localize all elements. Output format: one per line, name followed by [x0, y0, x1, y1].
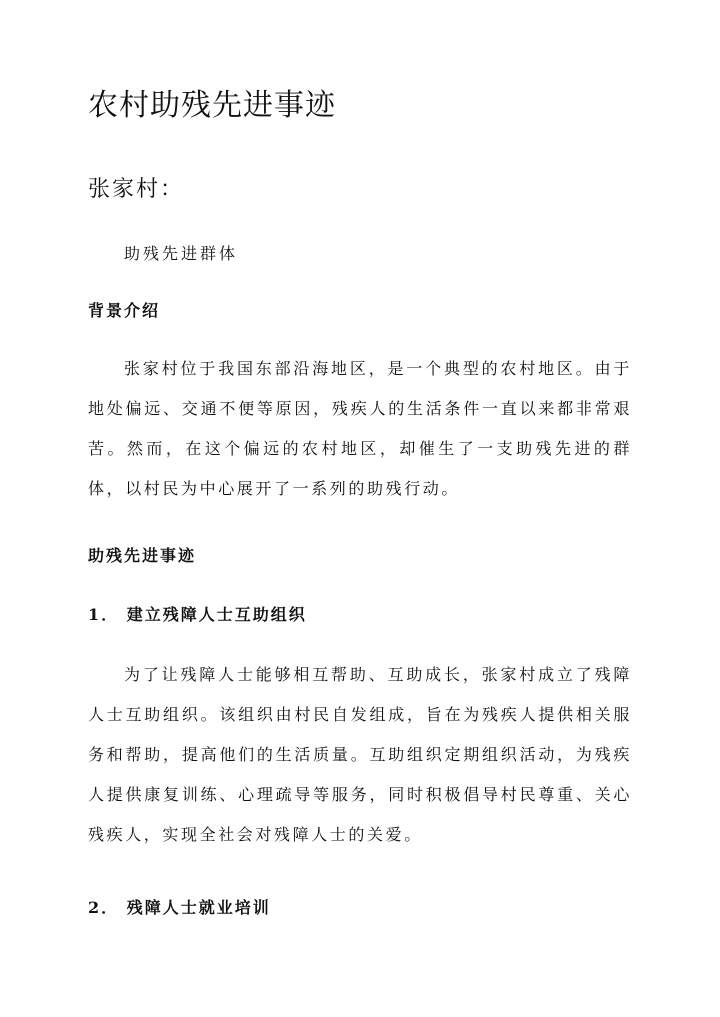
background-heading: 背景介绍 [88, 301, 161, 320]
deeds-heading: 助残先进事迹 [88, 546, 197, 565]
village-heading: 张家村： [88, 177, 185, 202]
background-paragraph: 张家村位于我国东部沿海地区，是一个典型的农村地区。由于地处偏远、交通不便等原因，残疾人的生活条件一直以来都非常艰苦。然而，在这个偏远的农村地区，却催生了一支助残先进的群体，以村民为中心展开了一系列的助残行动。 [88, 359, 632, 498]
item1-heading: 1． 建立残障人士互助组织 [88, 605, 307, 624]
item1-paragraph: 为了让残障人士能够相互帮助、互助成长，张家村成立了残障人士互助组织。该组织由村民自发组成，旨在为残疾人提供相关服务和帮助，提高他们的生活质量。互助组织定期组织活动，为残疾人提供康复训练、心理疏导等服务，同时积极倡导村民尊重、关心残疾人，实现全社会对残障人士的关爱。 [88, 665, 632, 844]
item2-heading: 2． 残障人士就业培训 [88, 898, 271, 917]
document-title: 农村助残先进事迹 [88, 88, 336, 123]
subtitle: 助残先进群体 [124, 244, 239, 263]
